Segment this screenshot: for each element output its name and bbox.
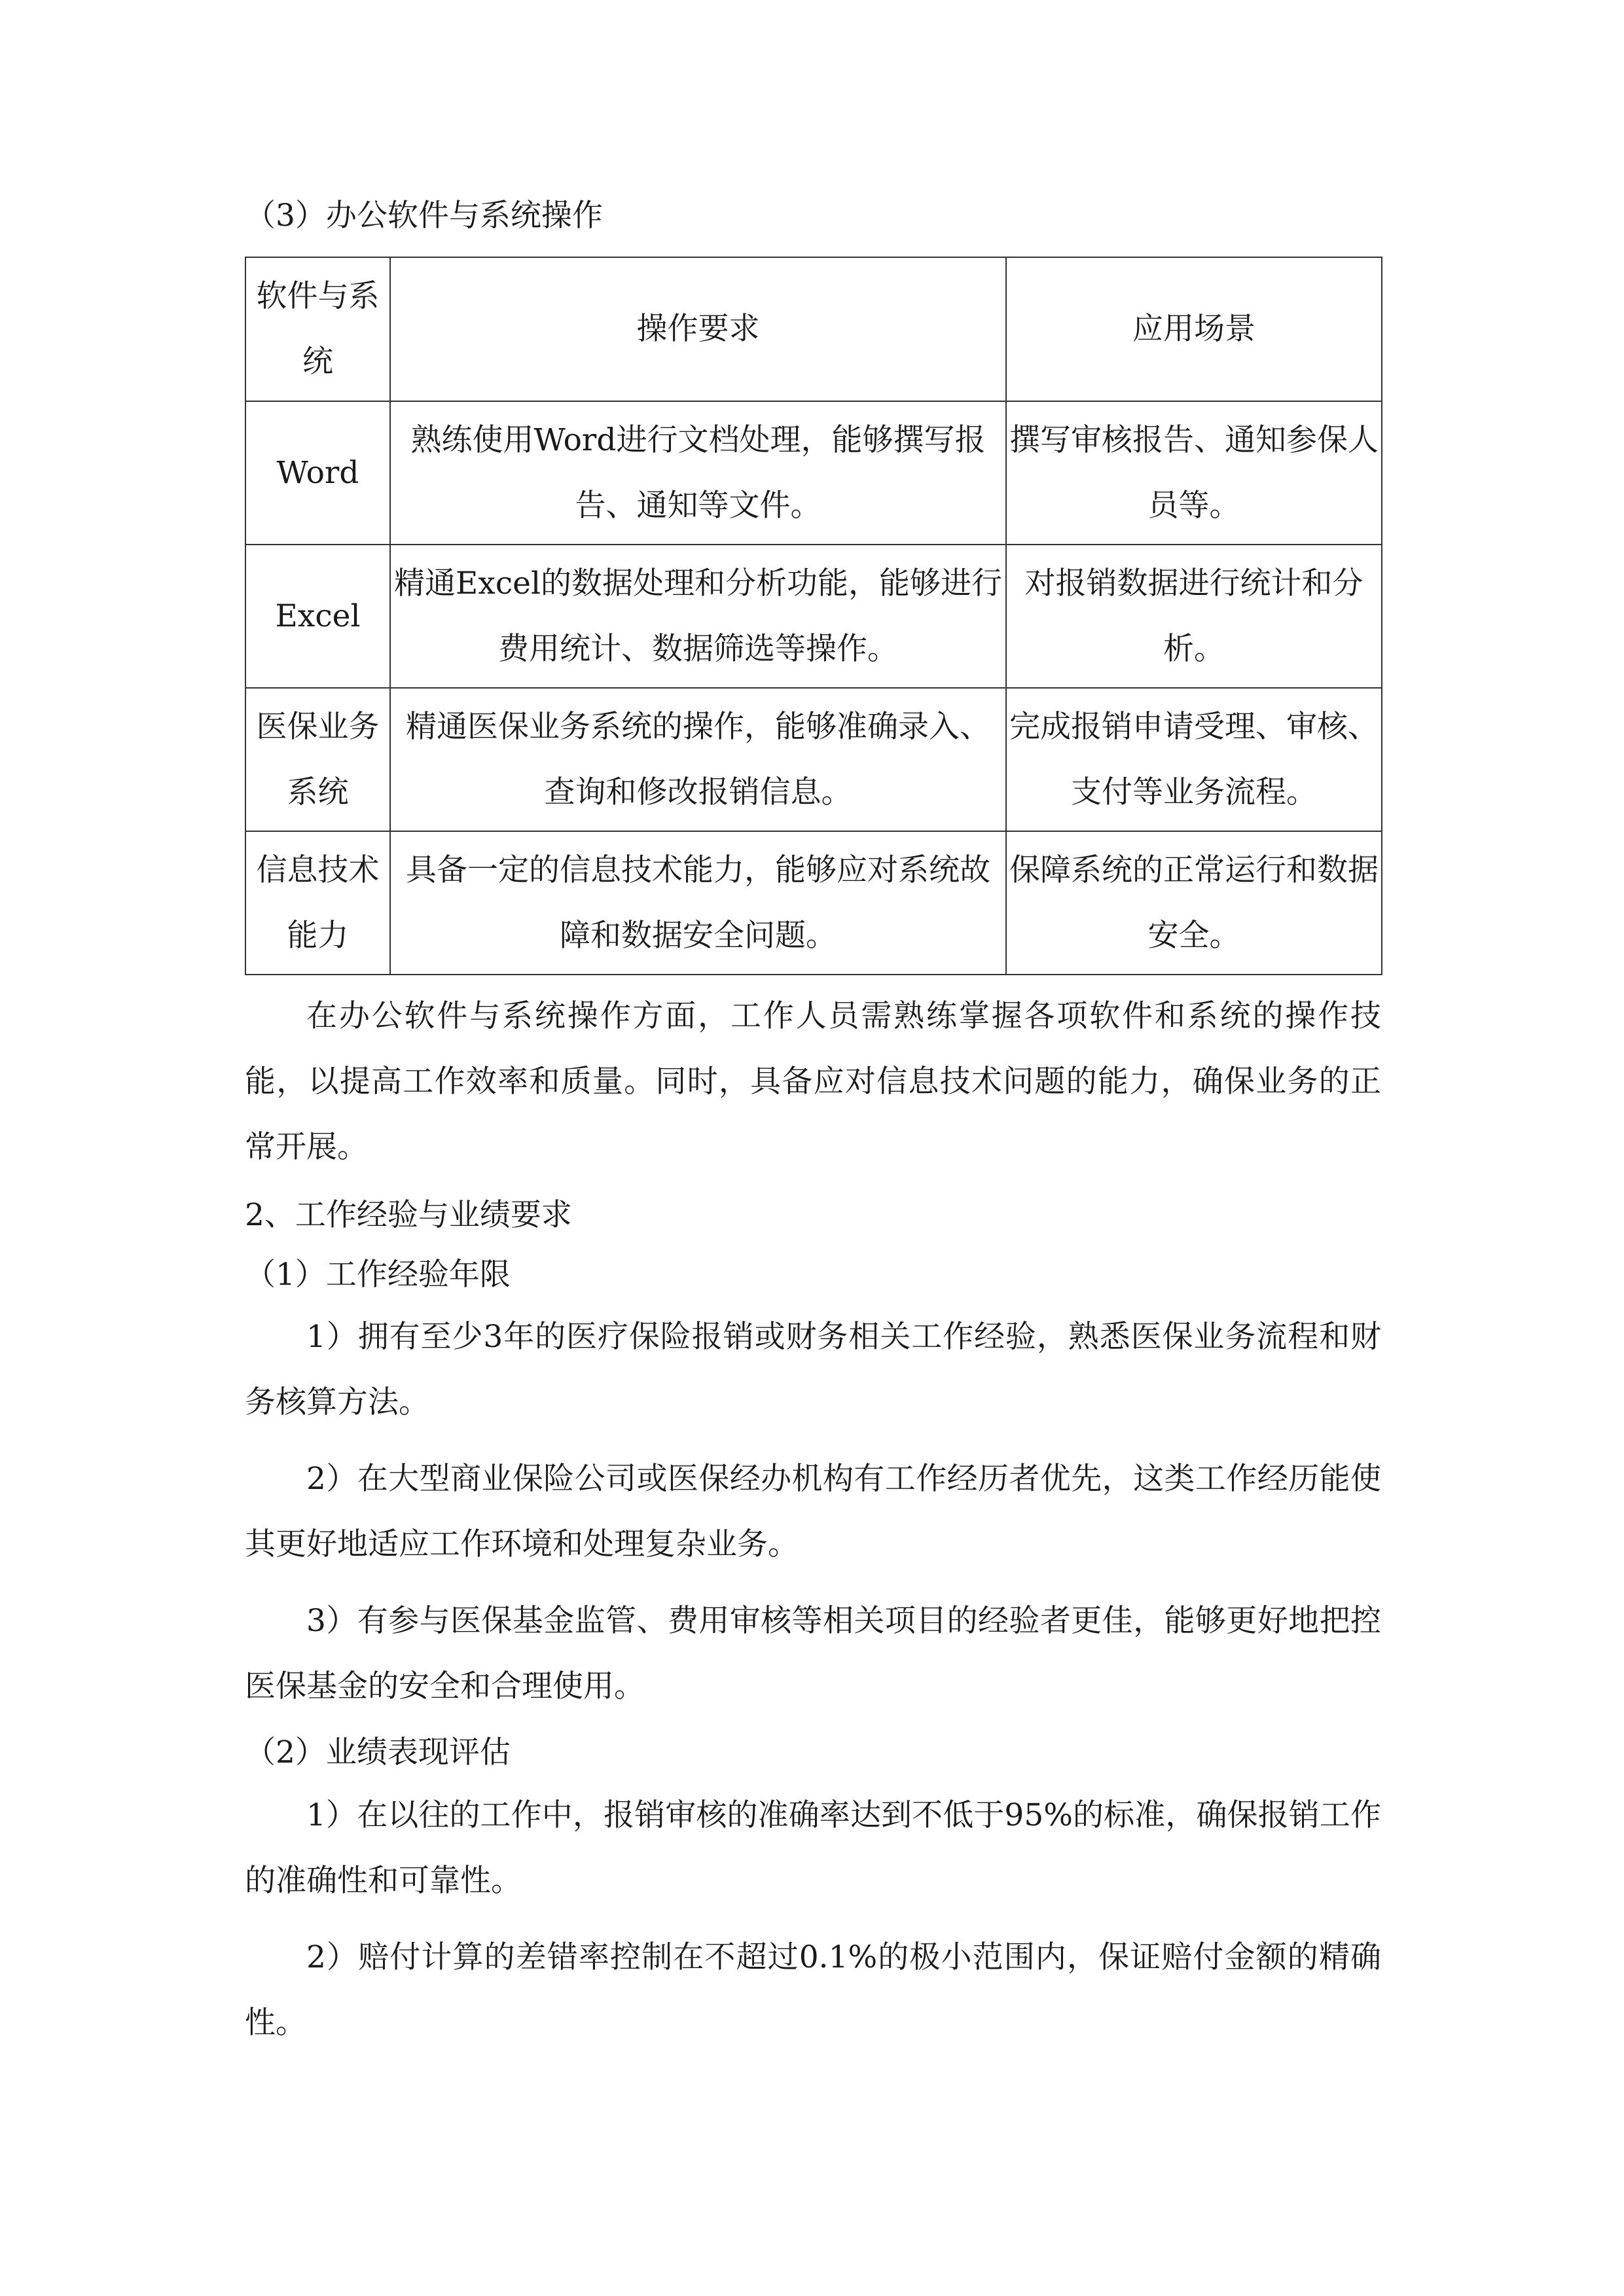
- table-cell-scenario: 完成报销申请受理、审核、支付等业务流程。: [1006, 688, 1382, 831]
- summary-paragraph: 在办公软件与系统操作方面，工作人员需熟练掌握各项软件和系统的操作技能，以提高工作效率和质量。同时，具备应对信息技术问题的能力，确保业务的正常开展。: [245, 998, 1381, 1165]
- table-header-cell: 软件与系统: [245, 257, 390, 401]
- table-header-cell: 操作要求: [390, 257, 1006, 401]
- table-cell-scenario: 撰写审核报告、通知参保人员等。: [1006, 401, 1382, 545]
- list-item: 2）在大型商业保险公司或医保经办机构有工作经历者优先，这类工作经历能使其更好地适应工作环境和处理复杂业务。: [245, 1461, 1381, 1562]
- table-cell-scenario: 对报销数据进行统计和分析。: [1006, 545, 1382, 688]
- table-row: [245, 401, 1382, 545]
- subsection-2-heading: （2）业绩表现评估: [245, 1734, 511, 1770]
- table-cell-requirement: 精通医保业务系统的操作，能够准确录入、查询和修改报销信息。: [390, 688, 1006, 831]
- list-item: 3）有参与医保基金监管、费用审核等相关项目的经验者更佳，能够更好地把控医保基金的安全和合理使用。: [245, 1603, 1381, 1704]
- table-row: [245, 688, 1382, 831]
- table-cell-requirement: 熟练使用Word进行文档处理，能够撰写报告、通知等文件。: [390, 401, 1006, 545]
- section-heading: （3）办公软件与系统操作: [245, 198, 603, 234]
- subsection-1-heading: （1）工作经验年限: [245, 1257, 511, 1293]
- table-cell-software: 信息技术能力: [245, 831, 390, 975]
- table-header-row: [245, 257, 1382, 401]
- table-cell-software: 医保业务系统: [245, 688, 390, 831]
- table-cell-software: Excel: [245, 545, 390, 688]
- table-row: [245, 545, 1382, 688]
- table-cell-software: Word: [245, 401, 390, 545]
- list-item: 2）赔付计算的差错率控制在不超过0.1%的极小范围内，保证赔付金额的精确性。: [245, 1939, 1381, 2041]
- table-cell-requirement: 精通Excel的数据处理和分析功能，能够进行费用统计、数据筛选等操作。: [390, 545, 1006, 688]
- list-item: 1）在以往的工作中，报销审核的准确率达到不低于95%的标准，确保报销工作的准确性和可靠性。: [245, 1797, 1381, 1899]
- software-table: [245, 257, 1382, 975]
- section-2-heading: 2、工作经验与业绩要求: [245, 1197, 572, 1233]
- table-cell-scenario: 保障系统的正常运行和数据安全。: [1006, 831, 1382, 975]
- table-header-cell: 应用场景: [1006, 257, 1382, 401]
- list-item: 1）拥有至少3年的医疗保险报销或财务相关工作经验，熟悉医保业务流程和财务核算方法。: [245, 1319, 1381, 1420]
- table-cell-requirement: 具备一定的信息技术能力，能够应对系统故障和数据安全问题。: [390, 831, 1006, 975]
- table-row: [245, 831, 1382, 975]
